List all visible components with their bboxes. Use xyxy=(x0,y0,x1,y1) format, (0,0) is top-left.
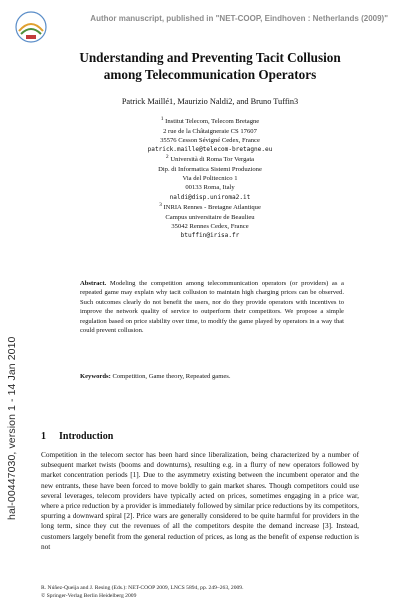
abstract xyxy=(80,279,344,335)
affiliation-3 xyxy=(40,201,380,241)
affiliation-marker: 1 xyxy=(160,116,164,122)
affiliation-email: btuffin@irisa.fr xyxy=(180,232,240,240)
affiliation-line: 00133 Roma, Italy xyxy=(185,184,235,192)
affiliation-2 xyxy=(40,153,380,202)
affiliation-line: Via del Politecnico 1 xyxy=(182,175,238,182)
affiliation-line: Campus universitaire de Beaulieu xyxy=(165,213,255,221)
keywords-label: Keywords: xyxy=(80,373,111,380)
affiliation-marker: 3 xyxy=(159,202,162,208)
page-title xyxy=(40,49,380,83)
footnote-line-2: © Springer-Verlag Berlin Heidelberg 2009 xyxy=(41,593,137,599)
authors: Patrick Maillé1, Maurizio Naldi2, and Bruno Tuffin3 xyxy=(121,97,299,106)
affiliation-line: 35042 Rennes Cedex, France xyxy=(171,223,249,230)
title-line-1: Understanding and Preventing Tacit Collusion xyxy=(79,50,341,65)
abstract-label: Abstract. xyxy=(80,280,107,287)
affiliation-marker: 2 xyxy=(165,154,169,160)
abstract-text: Modeling the competition among telecommunication operators (or providers) as a repeated game may explain why tacit collusion to maintain high charging prices can be observed. Such outcomes clearly do not benefit the users, nor do they provide operators with incentives to improve the network quality of service to outperform their competitors. We propose a simple regulation based on price stability over time, to modify the game played by operators in a way that could prevent collusion. xyxy=(80,280,344,335)
affiliation-line: 2 rue de la Châtaigneraie CS 17607 xyxy=(163,127,257,135)
section-title: Introduction xyxy=(59,431,114,442)
intro-paragraph: Competition in the telecom sector has been hard since liberalization, being characterized by a number of subsequent market twists (booms and downturns), resulting e.g. in a flurry of new operators followed by market concentration periods [1]. Due to the asymmetry existing between the incumbent operator and the new entrants, these have been forced to move boldly to gain market shares. Though competitors could use several leverages, telecom providers have typically acted on prices, sometimes engaging in a price war, where a price reduction by a provider is immediately followed by similar price reductions by its competitors, spurring a downward spiral [2]. Price wars are generally considered to be quite harmful for providers in the long term, since they cut the revenues of all the competitors despite the demand increase [3]. Instead, customers largely benefit from the general reduction of prices, as long as the benefit of expense reduction is not xyxy=(41,450,359,551)
affiliation-line: Dip. di Informatica Sistemi Produzione xyxy=(158,165,262,173)
affiliation-email: patrick.maille@telecom-bretagne.eu xyxy=(147,146,273,154)
keywords-text: Competition, Game theory, Repeated games. xyxy=(112,373,231,380)
affiliation-email: naldi@disp.uniroma2.it xyxy=(169,193,251,201)
manuscript-note: Author manuscript, published in "NET-COOP, Eindhoven : Netherlands (2009)" xyxy=(90,14,388,23)
section-heading xyxy=(41,431,113,442)
affiliation-line: 35576 Cesson Sévigné Cedex, France xyxy=(160,137,260,144)
affiliation-line: $^2$ Università di Roma Tor Vergata xyxy=(165,154,255,164)
affiliation-line: $^1$ Institut Telecom, Telecom Bretagne xyxy=(160,116,260,126)
title-line-2: among Telecommunication Operators xyxy=(103,67,317,82)
keywords xyxy=(80,373,344,380)
affiliation-line: $^3$ INRIA Rennes - Bretagne Atlantique xyxy=(159,202,261,212)
section-number: 1 xyxy=(41,431,46,442)
affiliation-1 xyxy=(40,115,380,155)
footnote xyxy=(41,584,359,600)
side-identifier: hal-00447030, version 1 - 14 Jan 2010 xyxy=(6,336,18,520)
footnote-line-1: R. Núñez-Queija and J. Resing (Eds.): NET-COOP 2009, LNCS 5894, pp. 249–263, 2009. xyxy=(41,585,244,591)
hal-logo xyxy=(14,10,48,44)
